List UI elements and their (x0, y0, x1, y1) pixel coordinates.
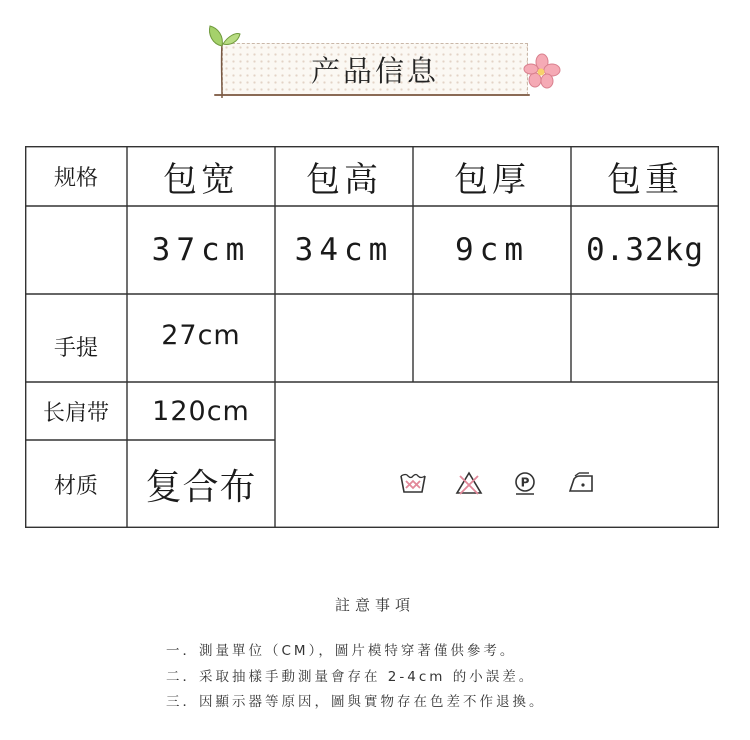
svg-text:P: P (520, 475, 530, 490)
note-line-2: 二．采取抽樣手動測量會存在 2-4cm 的小誤差。 (166, 669, 536, 685)
material-value: 复合布 (145, 466, 257, 508)
note-line-1: 一．測量單位（CM），圖片模特穿著僅供參考。 (166, 643, 517, 659)
handle-value: 27cm (161, 319, 241, 351)
value-weight: 0.32kg (586, 232, 704, 268)
value-depth: 9cm (455, 232, 529, 268)
spec-label: 规格 (53, 165, 98, 191)
header-weight: 包重 (607, 159, 683, 200)
header-height: 包高 (306, 159, 382, 200)
leaf-sprout-icon (206, 22, 242, 100)
spec-table (25, 146, 719, 528)
header-depth: 包厚 (454, 159, 530, 200)
page-title: 产品信息 (310, 53, 439, 88)
note-line-3: 三．因顯示器等原因，圖與實物存在色差不作退換。 (166, 694, 546, 710)
value-width: 37cm (151, 232, 251, 268)
care-icons (275, 438, 719, 528)
handle-label: 手提 (53, 335, 98, 361)
iron-icon (566, 470, 596, 496)
strap-label: 长肩带 (42, 400, 109, 426)
hand-wash-icon (398, 470, 428, 496)
flower-icon (522, 53, 562, 89)
dry-clean-p-icon (510, 470, 540, 496)
value-height: 34cm (294, 232, 394, 268)
strap-value: 120cm (152, 395, 250, 427)
notes-title: 註意事項 (334, 596, 415, 614)
material-label: 材质 (53, 473, 98, 499)
no-bleach-icon (454, 470, 484, 496)
header-width: 包宽 (163, 159, 239, 200)
